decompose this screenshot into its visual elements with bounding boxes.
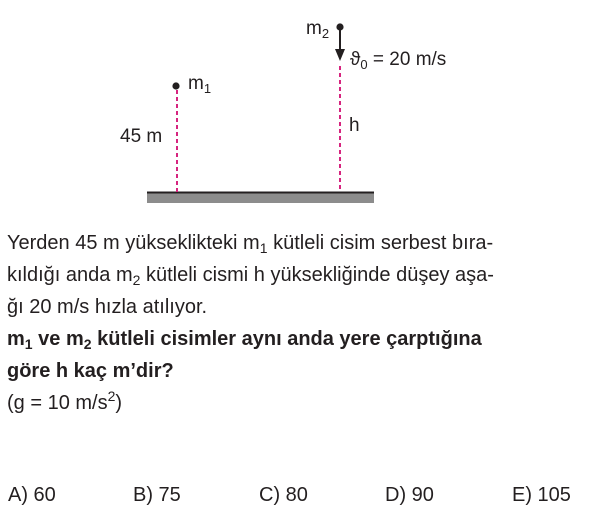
m2-label: $m_2$ (306, 18, 330, 41)
height-m1-label: 45 m (120, 126, 163, 147)
m1-point (172, 82, 179, 89)
physics-figure (0, 0, 597, 215)
m2-point (336, 23, 343, 30)
ground (147, 192, 374, 203)
option-b[interactable]: B) 75 (133, 484, 181, 506)
velocity-arrow-head (335, 49, 345, 61)
height-m2-label: h (349, 115, 360, 136)
given-gravity: (g = 10 $m/s^2$) (7, 388, 123, 414)
option-a[interactable]: A) 60 (8, 484, 56, 506)
question-block (7, 227, 591, 419)
figure-drawing (0, 0, 597, 215)
option-e[interactable]: E) 105 (512, 484, 571, 506)
m1-label: $m_1$ (188, 73, 212, 96)
question-prompt: $m_1$ ve $m_2$ kütleli cisimler aynı anda yere çarptığına göre h kaç m’dir? (7, 328, 482, 382)
option-d[interactable]: D) 90 (385, 484, 434, 506)
problem-statement: Yerden 45 m yükseklikteki $m_1$ kütleli cisim serbest bıra- kıldığı anda $m_2$ kütleli cismi h yüksekliğinde düşey aşa- ğı 20 m/s hızla atılıyor. (7, 232, 494, 318)
option-c[interactable]: C) 80 (259, 484, 308, 506)
velocity-label: $ϑ_0 = 20$ m/s (350, 49, 447, 72)
